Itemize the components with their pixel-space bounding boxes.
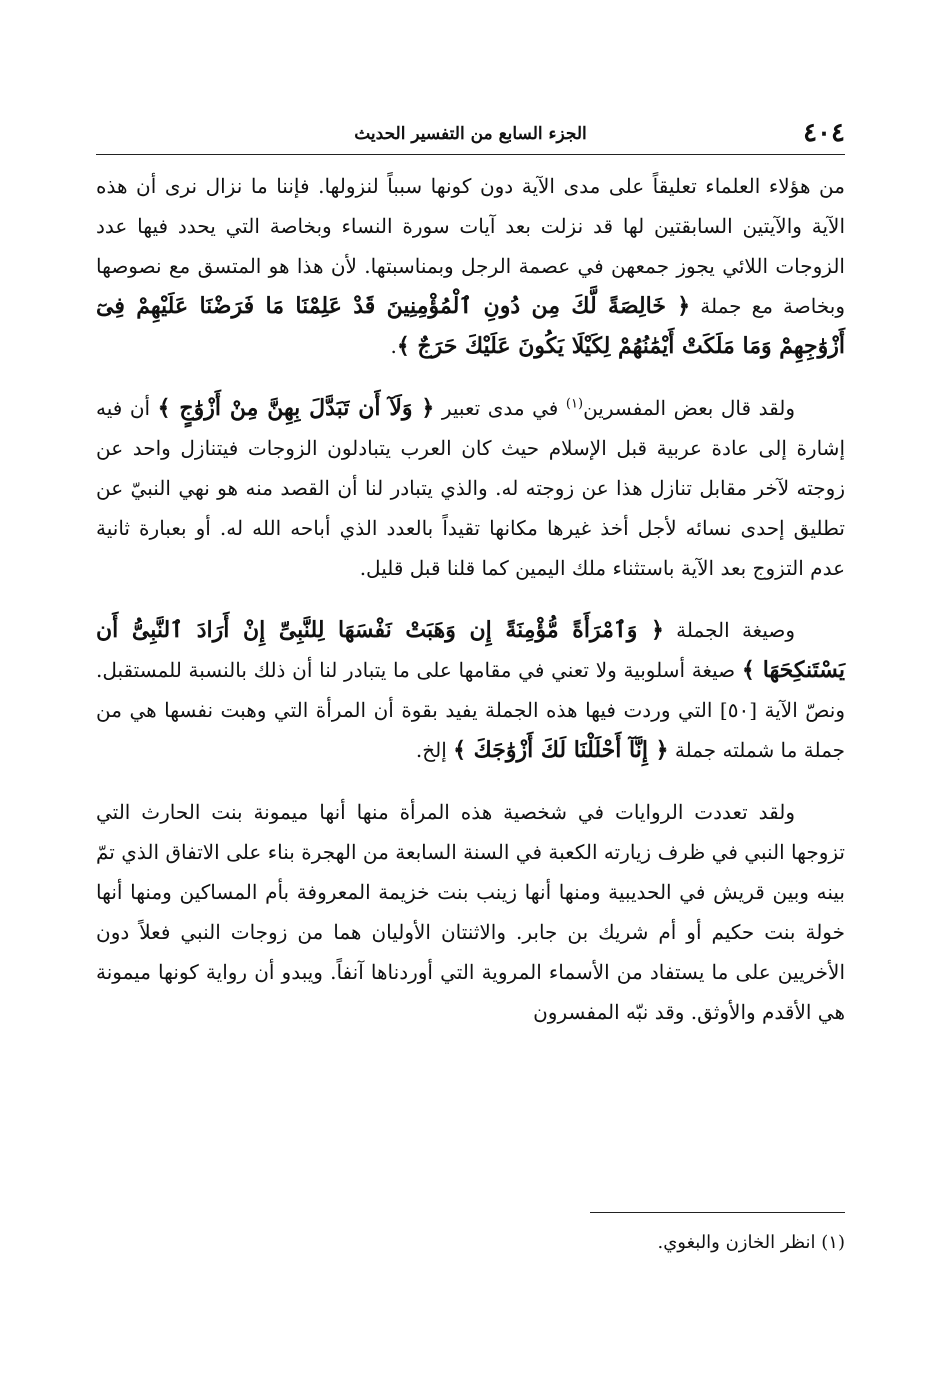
text-segment: من هؤلاء العلماء تعليقاً على مدى الآية دون كونها سبباً لنزولها. فإننا ما نزال نرى أن هذه الآية والآيتين السابقتين لها قد نزلت بعد آيات سورة النساء وبخاصة التي يحدد فيها عدد الزوجات اللائي يجوز جمعهن في عصمة الرجل وبمناسبتها. لأن هذا هو المتسق مع نصوصها وبخاصة مع جملة: [96, 174, 845, 318]
text-segment: وصيغة الجملة: [663, 618, 796, 642]
quran-verse: ﴿ خَالِصَةً لَّكَ مِن دُونِ ٱلْمُؤْمِنِينَ قَدْ عَلِمْنَا مَا فَرَضْنَا عَلَيْهِمْ فِىٓ أَزْوَٰجِهِمْ وَمَا مَلَكَتْ أَيْمَٰنُهُمْ لِكَيْلَا يَكُونَ عَلَيْكَ حَرَجٌ ﴾: [96, 293, 845, 359]
paragraph-2: [96, 388, 845, 588]
footnote-text: انظر الخازن والبغوي.: [657, 1232, 816, 1253]
text-segment: ولقد قال بعض المفسرين: [583, 396, 795, 420]
page-header: [96, 114, 845, 154]
text-segment: إلخ.: [415, 738, 454, 762]
quran-verse: ﴿ وَلَآ أَن تَبَدَّلَ بِهِنَّ مِنْ أَزْوَٰجٍ ﴾: [157, 395, 435, 421]
footnote-number: (١): [821, 1232, 845, 1253]
paragraph-4: [96, 792, 845, 1032]
footnote-marker[interactable]: (١): [565, 396, 584, 412]
text-segment: صيغة أسلوبية ولا تعني في مقامها على ما يتبادر لنا أن ذلك بالنسبة للمستقبل. ونصّ الآية [٥٠] التي وردت فيها هذه الجملة يفيد بقوة أن المرأة التي وهبت نفسها هي من جملة ما شملته جملة: [96, 658, 846, 762]
footnote-rule: [590, 1212, 845, 1213]
paragraph-3: [96, 610, 845, 770]
quran-verse: ﴿ إِنَّآ أَحْلَلْنَا لَكَ أَزْوَٰجَكَ ﴾: [453, 737, 669, 763]
page-body: [96, 166, 845, 1032]
paragraph-1: [96, 166, 845, 366]
text-segment: في مدى تعبير: [434, 396, 566, 420]
quran-verse: ﴿ وَٱمْرَأَةً مُّؤْمِنَةً إِن وَهَبَتْ نَفْسَهَا لِلنَّبِىِّ إِنْ أَرَادَ ٱلنَّبِىُّ أَن يَسْتَنكِحَهَا ﴾: [96, 617, 845, 683]
footnote: [96, 1228, 845, 1258]
text-segment: ولقد تعددت الروايات في شخصية هذه المرأة منها أنها ميمونة بنت الحارث التي تزوجها النبي في ظرف زيارته الكعبة في السنة السابعة من الهجرة بناء على الاتفاق الذي تمّ بينه وبين قريش في الحديبية ومنها أنها زينب بنت خزيمة المعروفة بأم المساكين ومنها أنها خولة بنت حكيم أو أم شريك بن جابر. والاثنتان الأوليان هما من زوجات النبي فعلاً دون الأخريين على ما يستفاد من الأسماء المروية التي أوردناها آنفاً. ويبدو أن رواية كونها ميمونة هي الأقدم والأوثق. وقد نبّه المفسرون: [96, 800, 845, 1024]
text-segment: .: [390, 334, 397, 358]
header-rule: [96, 154, 845, 155]
running-title: الجزء السابع من التفسير الحديث: [354, 124, 587, 144]
text-segment: أن فيه إشارة إلى عادة عربية قبل الإسلام حيث كان العرب يتبادلون الزوجات فيتنازل واحد عن زوجته لآخر مقابل تنازل هذا عن زوجته له. والذي يتبادر لنا أن القصد منه هو نهي النبيّ عن تطليق إحدى نسائه لأجل أخذ غيرها مكانها تقيداً بالعدد الذي أباحه الله له. أو بعبارة ثانية عدم التزوج بعد الآية باستثناء ملك اليمين كما قلنا قبل قليل.: [96, 396, 845, 580]
page-number: ٤٠٤: [803, 118, 845, 148]
